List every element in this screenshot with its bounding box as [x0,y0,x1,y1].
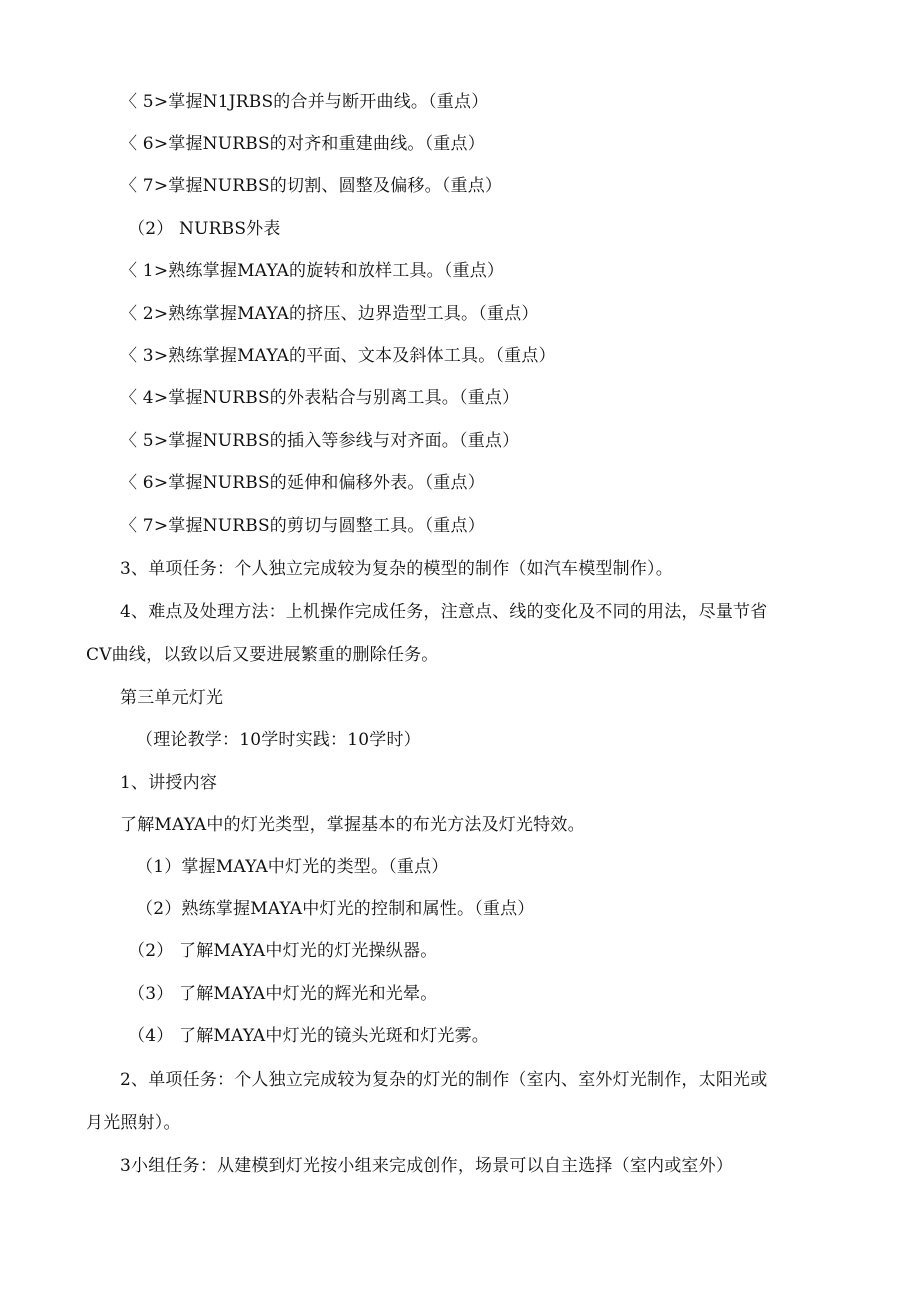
list-item: 〈 7>掌握NURBS的剪切与圆整工具。（重点） [120,516,485,536]
list-item: 〈 4>掌握NURBS的外表粘合与别离工具。（重点） [120,388,520,408]
list-item: （3） 了解MAYA中灯光的辉光和光晕。 [128,984,438,1004]
list-item: 〈 3>熟练掌握MAYA的平面、文本及斜体工具。（重点） [120,346,556,366]
list-item: 〈 6>掌握NURBS的延伸和偏移外表。（重点） [120,473,485,493]
list-item: （1）掌握MAYA中灯光的类型。（重点） [136,857,449,877]
list-item: 〈 5>掌握N1JRBS的合并与断开曲线。（重点） [120,92,489,112]
list-item: 〈 5>掌握NURBS的插入等参线与对齐面。（重点） [120,431,520,451]
list-item: （4） 了解MAYA中灯光的镜头光斑和灯光雾。 [128,1026,489,1046]
subheading: 1、讲授内容 [120,773,218,793]
paragraph: （理论教学：10学时实践：10学时） [136,730,421,750]
list-item: 〈 2>熟练掌握MAYA的挤压、边界造型工具。（重点） [120,304,539,324]
paragraph-continuation: CV曲线，以致以后又要进展繁重的删除任务。 [86,645,439,665]
section-heading: （2） NURBS外表 [128,219,281,239]
list-item: 〈 6>掌握NURBS的对齐和重建曲线。（重点） [120,134,485,154]
paragraph-continuation: 月光照射）。 [86,1113,181,1133]
paragraph: 2、单项任务：个人独立完成较为复杂的灯光的制作（室内、室外灯光制作，太阳光或 [120,1070,768,1090]
unit-heading: 第三单元灯光 [120,688,224,708]
list-item: 〈 7>掌握NURBS的切割、圆整及偏移。（重点） [120,176,503,196]
paragraph: 了解MAYA中的灯光类型，掌握基本的布光方法及灯光特效。 [120,815,585,835]
paragraph: 4、难点及处理方法：上机操作完成任务，注意点、线的变化及不同的用法，尽量节省 [120,602,768,622]
paragraph: 3小组任务：从建模到灯光按小组来完成创作，场景可以自主选择（室内或室外） [120,1156,734,1176]
paragraph: 3、单项任务：个人独立完成较为复杂的模型的制作（如汽车模型制作）。 [120,559,673,579]
list-item: （2） 了解MAYA中灯光的灯光操纵器。 [128,941,438,961]
list-item: （2）熟练掌握MAYA中灯光的控制和属性。（重点） [136,899,535,919]
list-item: 〈 1>熟练掌握MAYA的旋转和放样工具。（重点） [120,261,505,281]
